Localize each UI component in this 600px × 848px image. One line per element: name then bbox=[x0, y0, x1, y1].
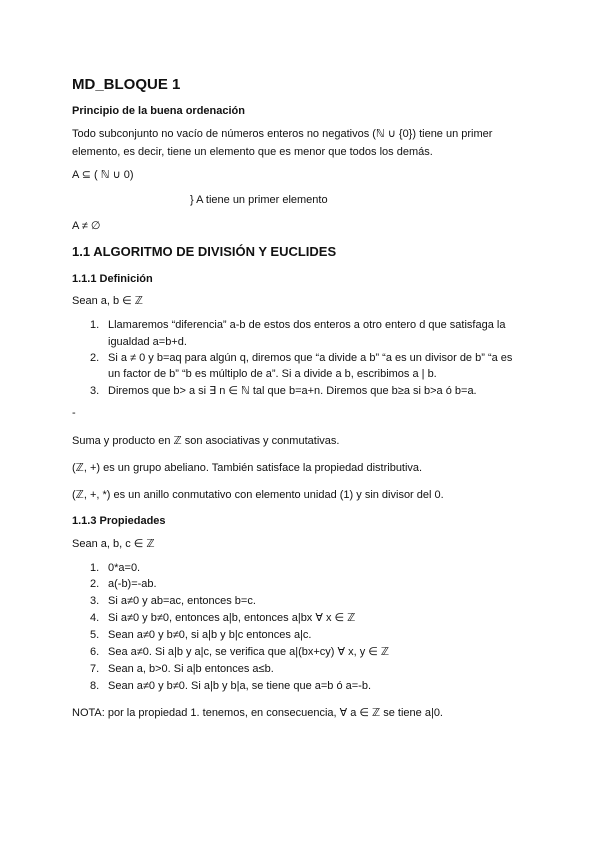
property-5: Sean a≠0 y b≠0, si a|b y b|c entonces a|c. bbox=[108, 629, 312, 641]
dash: - bbox=[72, 407, 76, 419]
section-1-1-heading: 1.1 ALGORITMO DE DIVISIÓN Y EUCLIDES bbox=[72, 244, 337, 259]
definition-number-1: 1. bbox=[90, 319, 100, 331]
definicion-heading: 1.1.1 Definición bbox=[72, 273, 153, 285]
definition-2-line-1: Si a ≠ 0 y b=aq para algún q, diremos que “a divide a b” “a es un divisor de b” “a es bbox=[108, 352, 513, 364]
paragraph-suma-producto: Suma y producto en ℤ son asociativas y conmutativas. bbox=[72, 435, 340, 447]
property-number-5: 5. bbox=[90, 629, 100, 641]
definition-number-3: 3. bbox=[90, 385, 100, 397]
sean-abc: Sean a, b, c ∈ ℤ bbox=[72, 538, 155, 550]
property-number-3: 3. bbox=[90, 595, 100, 607]
property-number-1: 1. bbox=[90, 562, 100, 574]
property-number-2: 2. bbox=[90, 578, 100, 590]
definition-1-line-1: Llamaremos “diferencia” a-b de estos dos enteros a otro entero d que satisfaga la bbox=[108, 319, 506, 331]
property-number-8: 8. bbox=[90, 680, 100, 692]
principio-line-2: elemento, es decir, tiene un elemento que es menor que todos los demás. bbox=[72, 146, 433, 158]
definition-1-line-2: igualdad a=b+d. bbox=[108, 336, 187, 348]
formula-result: } A tiene un primer elemento bbox=[190, 194, 328, 206]
principio-heading: Principio de la buena ordenación bbox=[72, 105, 245, 117]
property-8: Sean a≠0 y b≠0. Si a|b y b|a, se tiene que a=b ó a=-b. bbox=[108, 680, 372, 692]
document-title: MD_BLOQUE 1 bbox=[72, 76, 181, 93]
propiedades-heading: 1.1.3 Propiedades bbox=[72, 515, 166, 527]
paragraph-grupo-abeliano: (ℤ, +) es un grupo abeliano. También satisface la propiedad distributiva. bbox=[72, 462, 423, 474]
property-6: Sea a≠0. Si a|b y a|c, se verifica que a|(bx+cy) ∀ x, y ∈ ℤ bbox=[108, 646, 390, 658]
property-4: Si a≠0 y b≠0, entonces a|b, entonces a|bx ∀ x ∈ ℤ bbox=[108, 612, 356, 624]
definition-3-line-1: Diremos que b> a si ∃ n ∈ ℕ tal que b=a+n. Diremos que b≥a si b>a ó b=a. bbox=[108, 385, 477, 397]
sean-ab: Sean a, b ∈ ℤ bbox=[72, 295, 143, 307]
property-number-4: 4. bbox=[90, 612, 100, 624]
definition-number-2: 2. bbox=[90, 352, 100, 364]
formula-nonempty: A ≠ ∅ bbox=[72, 220, 101, 232]
formula-subset: A ⊆ ( ℕ ∪ 0) bbox=[72, 169, 134, 181]
property-number-6: 6. bbox=[90, 646, 100, 658]
property-2: a(-b)=-ab. bbox=[108, 578, 157, 590]
paragraph-anillo: (ℤ, +, *) es un anillo conmutativo con elemento unidad (1) y sin divisor del 0. bbox=[72, 489, 444, 501]
property-7: Sean a, b>0. Si a|b entonces a≤b. bbox=[108, 663, 274, 675]
property-3: Si a≠0 y ab=ac, entonces b=c. bbox=[108, 595, 256, 607]
definition-2-line-2: un factor de b” “b es múltiplo de a”. Si a divide a b, escribimos a | b. bbox=[108, 368, 437, 380]
property-number-7: 7. bbox=[90, 663, 100, 675]
property-1: 0*a=0. bbox=[108, 562, 141, 574]
nota: NOTA: por la propiedad 1. tenemos, en consecuencia, ∀ a ∈ ℤ se tiene a|0. bbox=[72, 707, 443, 719]
principio-line-1: Todo subconjunto no vacío de números enteros no negativos (ℕ ∪ {0}) tiene un primer bbox=[72, 128, 493, 140]
